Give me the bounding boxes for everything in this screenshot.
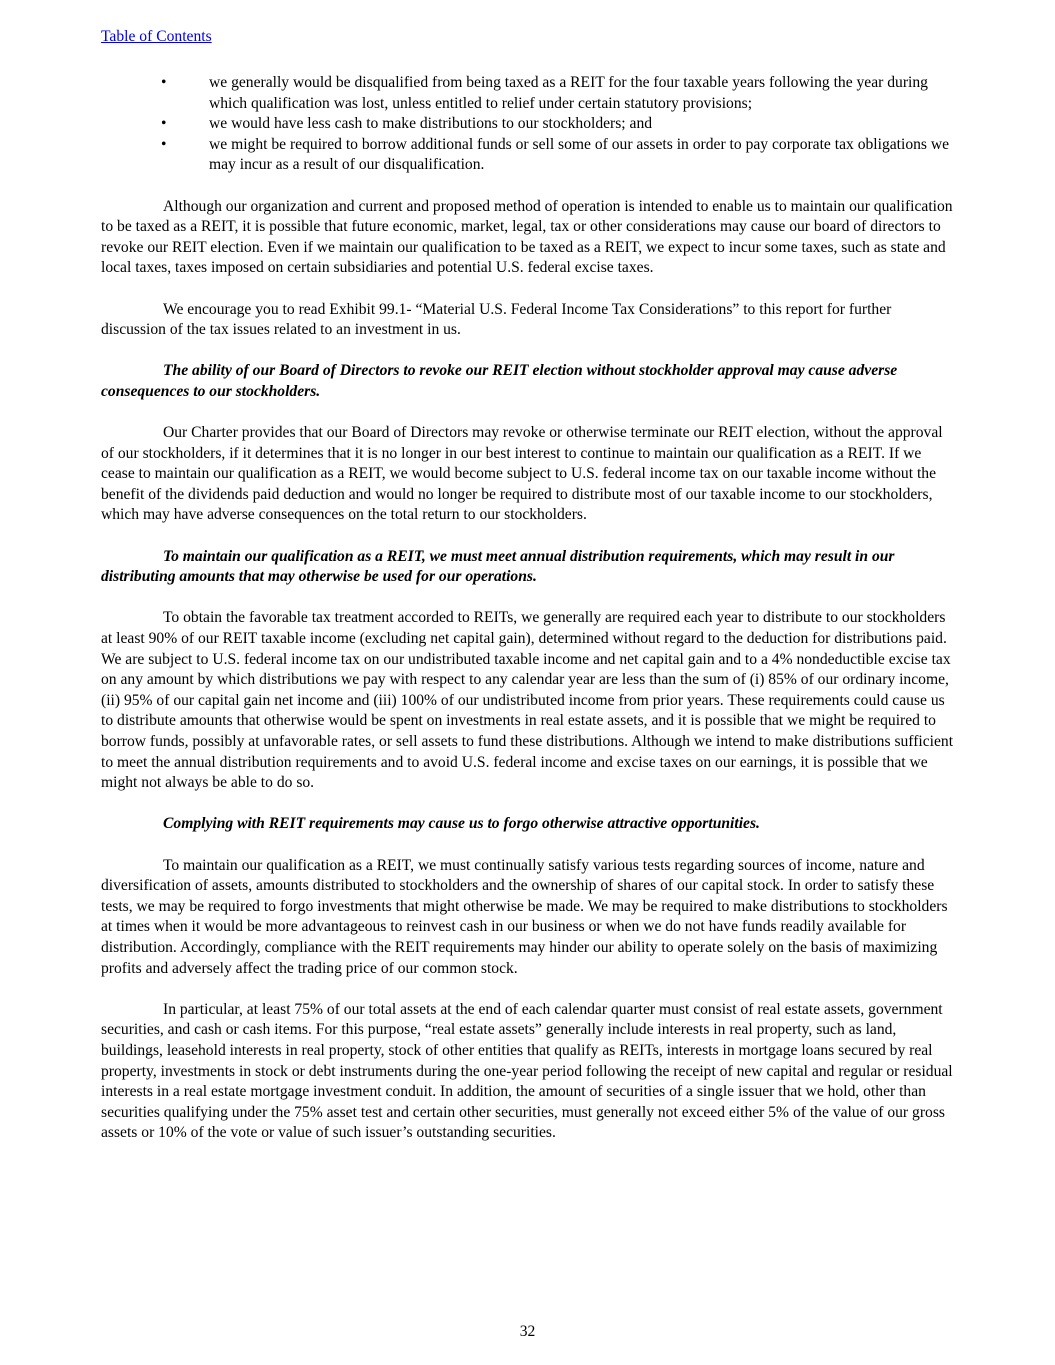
list-item-text: we might be required to borrow additional funds or sell some of our assets in order to pay corporate tax obligations we may incur as a result of our disqualification. bbox=[209, 135, 950, 174]
bullet-list bbox=[101, 73, 957, 176]
paragraph-reit-tests: To maintain our qualification as a REIT, we must continually satisfy various tests regarding sources of income, nature and diversification of assets, amounts distributed to stockholders and the ownership of shares of our capital stock. In order to satisfy these tests, we may be required to forgo investments that might otherwise be made. We may be required to make distributions to stockholders at times when it would be more advantageous to reinvest cash in our business or when we do not have funds readily available for distribution. Accordingly, compliance with the REIT requirements may hinder our ability to operate solely on the basis of maximizing profits and adversely affect the trading price of our common stock. bbox=[101, 856, 948, 977]
page-number: 32 bbox=[519, 1323, 536, 1340]
list-item-text: we would have less cash to make distributions to our stockholders; and bbox=[209, 115, 653, 133]
list-item-text: we generally would be disqualified from being taxed as a REIT for the four taxable years following the year during which qualification was lost, unless entitled to relief under certain statutory provisions; bbox=[209, 74, 928, 112]
bullet-icon: • bbox=[161, 74, 167, 91]
document-body bbox=[101, 73, 957, 1144]
paragraph-charter-provision: Our Charter provides that our Board of Directors may revoke or otherwise terminate our REIT election, without the approval of our stockholders, if it determines that it is no longer in our best interest to continue to maintain our qualification as a REIT. If we cease to maintain our qualification as a REIT, we would become subject to U.S. federal income tax on our taxable income without the benefit of the dividends paid deduction and would no longer be required to distribute most of our taxable income to our stockholders, which may have adverse consequences on the total return to our stockholders. bbox=[101, 424, 943, 524]
list-item bbox=[101, 73, 957, 114]
section-heading-board-revoke: The ability of our Board of Directors to revoke our REIT election without stockholder approval may cause adverse consequences to our stockholders. bbox=[101, 362, 898, 400]
section-heading-distribution-requirements: To maintain our qualification as a REIT, we must meet annual distribution requirements, which may result in our distributing amounts that may otherwise be used for our operations. bbox=[101, 547, 895, 586]
bullet-icon: • bbox=[161, 135, 167, 153]
paragraph-revocation-possibility: Although our organization and current and proposed method of operation is intended to enable us to maintain our qualification to be taxed as a REIT, it is possible that future economic, market, legal, tax or other considerations may cause our board of directors to revoke our REIT election. Even if we maintain our qualification to be taxed as a REIT, we expect to incur some taxes, such as state and local taxes, taxes imposed on certain subsidiaries and potential U.S. federal excise taxes. bbox=[101, 197, 953, 277]
paragraph-asset-tests: In particular, at least 75% of our total assets at the end of each calendar quarter must consist of real estate assets, government securities, and cash or cash items. For this purpose, “real estate assets” generally include interests in real property, such as land, buildings, leasehold interests in real property, stock of other entities that qualify as REITs, interests in mortgage loans secured by real property, investments in stock or debt instruments during the one-year period following the receipt of new capital and regular or residual interests in a real estate mortgage investment conduit. In addition, the amount of securities of a single issuer that we hold, other than securities qualifying under the 75% asset test and certain other securities, must generally not exceed either 5% of the value of our gross assets or 10% of the vote or value of such issuer’s outstanding securities. bbox=[101, 1000, 953, 1142]
table-of-contents-link[interactable]: Table of Contents bbox=[101, 28, 212, 45]
list-item bbox=[101, 114, 957, 135]
paragraph-exhibit-reference: We encourage you to read Exhibit 99.1- “Material U.S. Federal Income Tax Considerations” to this report for further discussion of the tax issues related to an investment in us. bbox=[101, 300, 892, 339]
bullet-icon: • bbox=[161, 115, 167, 133]
paragraph-distribution-details: To obtain the favorable tax treatment accorded to REITs, we generally are required each year to distribute to our stockholders at least 90% of our REIT taxable income (excluding net capital gain), determined without regard to the deduction for distributions paid. We are subject to U.S. federal income tax on our undistributed taxable income and net capital gain and to a 4% nondeductible excise tax on any amount by which distributions we pay with respect to any calendar year are less than the sum of (i) 85% of our ordinary income, (ii) 95% of our capital gain net income and (iii) 100% of our undistributed income from prior years. These requirements could cause us to distribute amounts that otherwise would be spent on investments in real estate assets, and it is possible that we might be required to borrow funds, possibly at unfavorable rates, or sell assets to fund these distributions. Although we intend to make distributions sufficient to meet the annual distribution requirements and to avoid U.S. federal income and excise taxes on our earnings, it is possible that we might not always be able to do so. bbox=[101, 609, 954, 792]
list-item bbox=[101, 135, 957, 176]
section-heading-forgo-opportunities: Complying with REIT requirements may cause us to forgo otherwise attractive opportunities. bbox=[163, 815, 760, 833]
